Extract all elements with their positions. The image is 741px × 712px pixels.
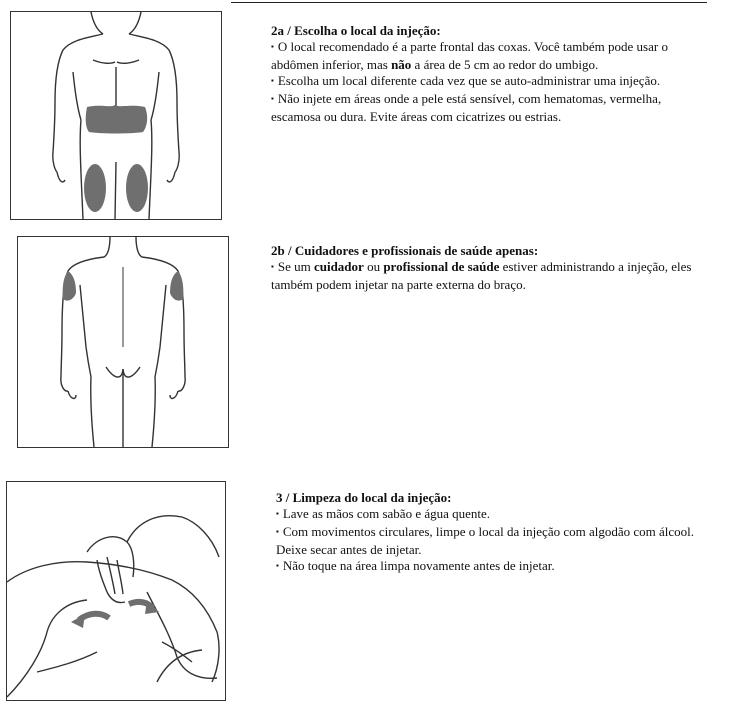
section-3-bullet-3: ▪ Não toque na área limpa novamente antes de injetar. — [276, 558, 712, 576]
section-2a-bullet-3: ▪ Não injete em áreas onde a pele está sensível, com hematomas, vermelha, escamosa ou dura. Evite áreas com cicatrizes ou estrias. — [271, 91, 711, 125]
section-3-bullet-2: ▪ Com movimentos circulares, limpe o local da injeção com algodão com álcool. Deixe secar antes de injetar. — [276, 524, 712, 558]
section-2a-heading: 2a / Escolha o local da injeção: — [271, 23, 441, 38]
bullet-text: O local recomendado é a parte frontal das coxas. Você também pode usar o abdômen inferior, mas — [271, 39, 668, 72]
left-arm-highlight — [63, 271, 76, 301]
section-3-bullet-1: ▪ Lave as mãos com sabão e água quente. — [276, 506, 712, 524]
back-body-illustration — [17, 236, 229, 448]
bullet-text: Se um — [277, 259, 314, 274]
bullet-text: a área de 5 cm ao redor do umbigo. — [411, 57, 599, 72]
bullet-bold-text: cuidador — [313, 259, 364, 274]
cleaning-illustration — [6, 481, 226, 701]
abdomen-highlight — [86, 105, 147, 134]
section-2a-bullet-1 — [271, 39, 711, 73]
cleaning-svg — [7, 482, 225, 700]
section-2b — [271, 243, 711, 293]
arrow-head-left — [71, 614, 85, 628]
bullet-bold-text: profissional de saúde — [383, 259, 500, 274]
back-body-svg — [18, 237, 228, 447]
top-rule — [231, 2, 707, 3]
right-thigh-highlight — [126, 164, 148, 212]
section-2a — [271, 23, 711, 125]
left-thigh-highlight — [84, 164, 106, 212]
bullet-bold-text: não — [391, 57, 412, 72]
section-2b-bullet-1 — [271, 259, 711, 293]
bullet-text: estiver administrando a injeção, eles também podem injetar na parte externa do braço. — [271, 259, 692, 292]
bullet-text: ou — [363, 259, 384, 274]
section-2a-bullet-2: ▪ Escolha um local diferente cada vez que se auto-administrar uma injeção. — [271, 73, 711, 91]
section-3-heading: 3 / Limpeza do local da injeção: — [276, 490, 452, 505]
section-3 — [276, 490, 712, 576]
front-body-svg — [11, 12, 221, 219]
front-body-illustration — [10, 11, 222, 220]
section-2b-heading: 2b / Cuidadores e profissionais de saúde apenas: — [271, 243, 539, 258]
right-arm-highlight — [170, 271, 183, 301]
